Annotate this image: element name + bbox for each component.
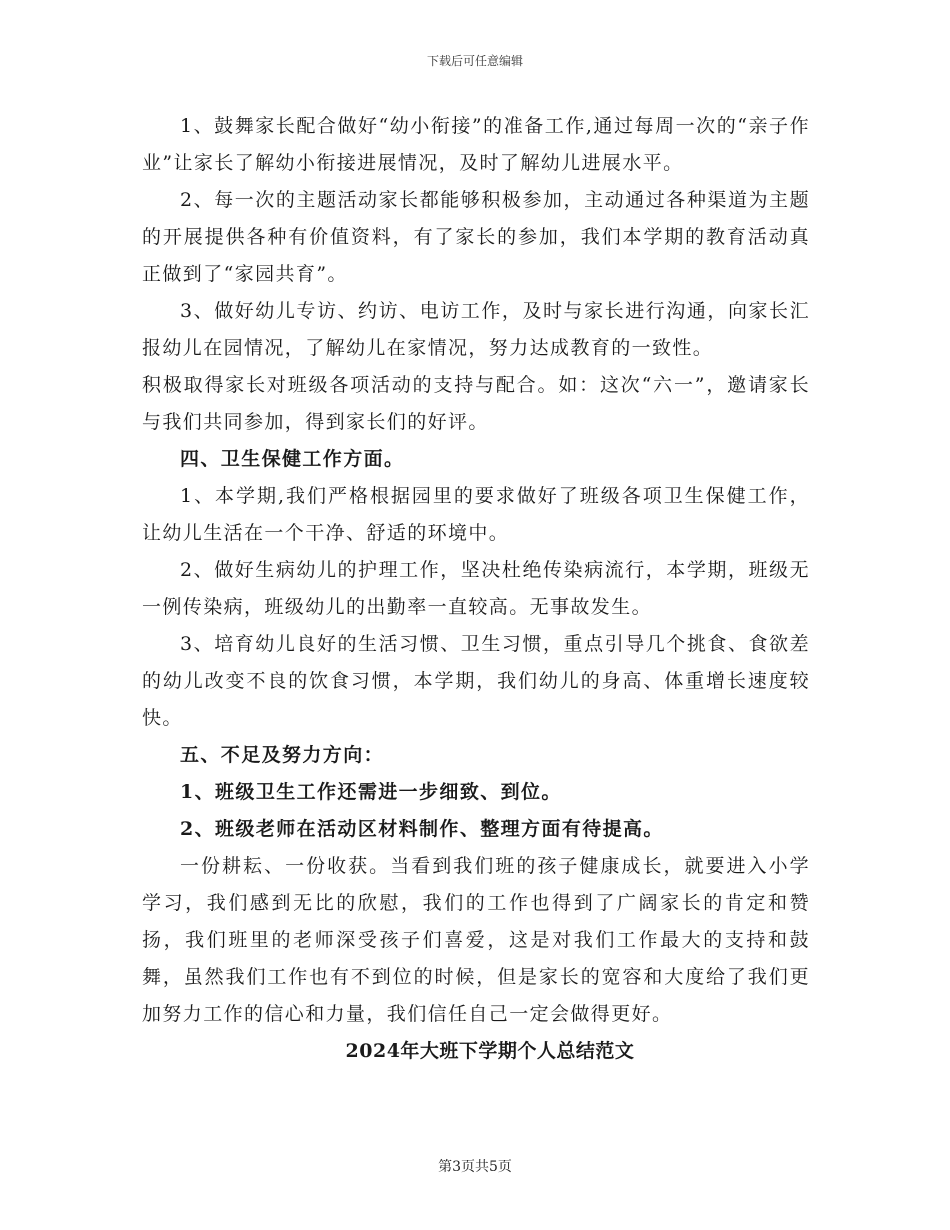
paragraph-health-standards: 1、本学期,我们严格根据园里的要求做好了班级各项卫生保健工作，让幼儿生活在一个干净、舒适的环境中。 bbox=[142, 485, 810, 544]
section-heading-health: 四、卫生保健工作方面。 bbox=[180, 448, 405, 470]
paragraph-parent-support: 积极取得家长对班级各项活动的支持与配合。如：这次“六一”，邀请家长与我们共同参加，得到家长们的好评。 bbox=[142, 374, 810, 433]
paragraph-habits: 3、培育幼儿良好的生活习惯、卫生习惯，重点引导几个挑食、食欲差的幼儿改变不良的饮食习惯，本学期，我们幼儿的身高、体重增长速度较快。 bbox=[142, 633, 810, 729]
shortcoming-item-2: 2、班级老师在活动区材料制作、整理方面有待提高。 bbox=[180, 818, 664, 840]
paragraph-parent-cooperation: 1、鼓舞家长配合做好“幼小衔接”的准备工作,通过每周一次的“亲子作业”让家长了解幼小衔接进展情况，及时了解幼儿进展水平。 bbox=[142, 115, 810, 174]
document-body bbox=[142, 108, 810, 1070]
paragraph-home-visits: 3、做好幼儿专访、约访、电访工作，及时与家长进行沟通，向家长汇报幼儿在园情况，了解幼儿在家情况，努力达成教育的一致性。 bbox=[142, 300, 810, 359]
page-footer: 第3页共5页 bbox=[438, 1159, 512, 1175]
next-document-title: 2024年大班下学期个人总结范文 bbox=[345, 1040, 635, 1062]
header-note: 下载后可任意编辑 bbox=[426, 54, 523, 68]
paragraph-theme-activities: 2、每一次的主题活动家长都能够积极参加，主动通过各种渠道为主题的开展提供各种有价值资料，有了家长的参加，我们本学期的教育活动真正做到了“家园共育”。 bbox=[142, 189, 810, 285]
shortcoming-item-1: 1、班级卫生工作还需进一步细致、到位。 bbox=[180, 781, 562, 803]
paragraph-conclusion: 一份耕耘、一份收获。当看到我们班的孩子健康成长，就要进入小学学习，我们感到无比的欣慰，我们的工作也得到了广阔家长的肯定和赞扬，我们班里的老师深受孩子们喜爱，这是对我们工作最大的支持和鼓舞，虽然我们工作也有不到位的时候，但是家长的宽容和大度给了我们更加努力工作的信心和力量，我们信任自己一定会做得更好。 bbox=[142, 855, 810, 1025]
paragraph-sick-care: 2、做好生病幼儿的护理工作，坚决杜绝传染病流行，本学期，班级无一例传染病，班级幼儿的出勤率一直较高。无事故发生。 bbox=[142, 559, 810, 618]
section-heading-shortcomings: 五、不足及努力方向： bbox=[180, 744, 385, 766]
